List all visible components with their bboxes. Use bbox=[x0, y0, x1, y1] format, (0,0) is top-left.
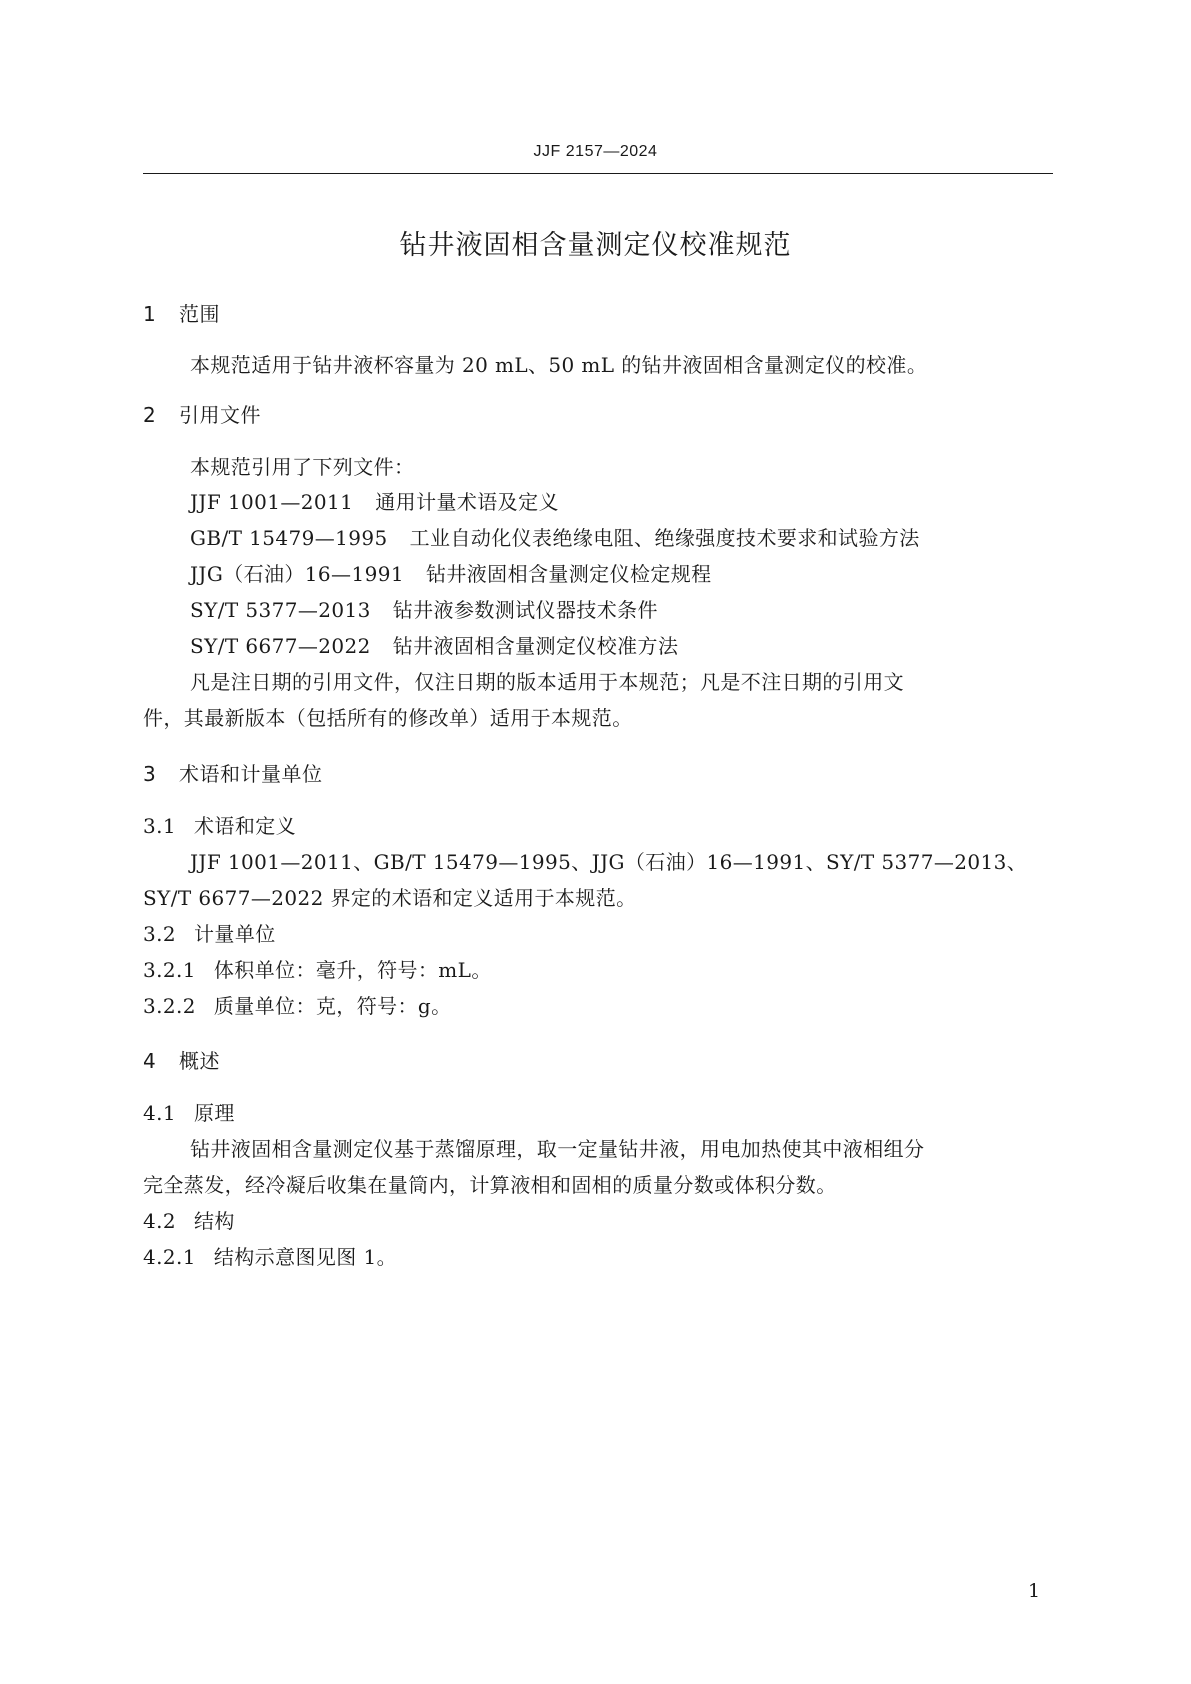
clause-number: 3.2.1 bbox=[143, 958, 196, 982]
subsection-3-2-heading bbox=[143, 922, 276, 946]
section-number: 3 bbox=[143, 762, 157, 786]
references-intro: 本规范引用了下列文件： bbox=[190, 455, 415, 479]
clause-text: 结构示意图见图 1。 bbox=[213, 1245, 397, 1269]
section-3-heading bbox=[143, 762, 323, 786]
reference-name: 钻井液参数测试仪器技术条件 bbox=[392, 598, 658, 622]
standard-code-header: JJF 2157—2024 bbox=[533, 143, 658, 160]
reference-name: 工业自动化仪表绝缘电阻、绝缘强度技术要求和试验方法 bbox=[409, 526, 920, 550]
reference-code: GB/T 15479—1995 bbox=[190, 526, 388, 550]
reference-item bbox=[190, 526, 920, 550]
section-number: 2 bbox=[143, 403, 157, 427]
references-note-line-1: 凡是注日期的引用文件，仅注日期的版本适用于本规范；凡是不注日期的引用文 bbox=[190, 670, 904, 694]
subsection-4-1-heading bbox=[143, 1101, 235, 1125]
reference-name: 钻井液固相含量测定仪检定规程 bbox=[425, 562, 712, 586]
section-title: 引用文件 bbox=[179, 403, 261, 427]
clause-4-2-1 bbox=[143, 1245, 397, 1269]
principle-paragraph-line-2: 完全蒸发，经冷凝后收集在量筒内，计算液相和固相的质量分数或体积分数。 bbox=[143, 1173, 837, 1197]
subsection-4-2-heading bbox=[143, 1209, 235, 1233]
section-number: 1 bbox=[143, 302, 157, 326]
references-note-line-2: 件，其最新版本（包括所有的修改单）适用于本规范。 bbox=[143, 706, 633, 730]
reference-name: 钻井液固相含量测定仪校准方法 bbox=[392, 634, 679, 658]
clause-text: 体积单位：毫升，符号：mL。 bbox=[213, 958, 492, 982]
subsection-number: 3.1 bbox=[143, 814, 177, 838]
terms-paragraph-line-1: JJF 1001—2011、GB/T 15479—1995、JJG（石油）16—1991、SY/T 5377—2013、 bbox=[190, 850, 1028, 874]
document-title: 钻井液固相含量测定仪校准规范 bbox=[399, 230, 792, 261]
section-title: 术语和计量单位 bbox=[179, 762, 323, 786]
reference-name: 通用计量术语及定义 bbox=[375, 490, 559, 514]
section-2-heading bbox=[143, 403, 261, 427]
section-1-heading bbox=[143, 302, 220, 326]
section-1-paragraph: 本规范适用于钻井液杯容量为 20 mL、50 mL 的钻井液固相含量测定仪的校准。 bbox=[190, 353, 928, 377]
clause-number: 4.2.1 bbox=[143, 1245, 196, 1269]
subsection-number: 4.2 bbox=[143, 1209, 177, 1233]
subsection-title: 计量单位 bbox=[194, 922, 276, 946]
section-4-heading bbox=[143, 1049, 220, 1073]
clause-text: 质量单位：克，符号：g。 bbox=[213, 994, 452, 1018]
reference-code: JJG（石油）16—1991 bbox=[190, 562, 404, 586]
subsection-number: 4.1 bbox=[143, 1101, 177, 1125]
clause-3-2-2 bbox=[143, 994, 452, 1018]
subsection-3-1-heading bbox=[143, 814, 296, 838]
clause-3-2-1 bbox=[143, 958, 492, 982]
header-rule bbox=[143, 173, 1053, 174]
subsection-title: 结构 bbox=[194, 1209, 235, 1233]
page-number: 1 bbox=[1028, 1580, 1041, 1602]
subsection-title: 术语和定义 bbox=[194, 814, 297, 838]
clause-number: 3.2.2 bbox=[143, 994, 196, 1018]
reference-code: SY/T 6677—2022 bbox=[190, 634, 371, 658]
reference-item bbox=[190, 562, 712, 586]
section-number: 4 bbox=[143, 1049, 157, 1073]
subsection-number: 3.2 bbox=[143, 922, 177, 946]
subsection-title: 原理 bbox=[194, 1101, 235, 1125]
section-title: 概述 bbox=[179, 1049, 220, 1073]
reference-code: JJF 1001—2011 bbox=[190, 490, 354, 514]
reference-code: SY/T 5377—2013 bbox=[190, 598, 371, 622]
principle-paragraph-line-1: 钻井液固相含量测定仪基于蒸馏原理，取一定量钻井液，用电加热使其中液相组分 bbox=[190, 1137, 925, 1161]
terms-paragraph-line-2: SY/T 6677—2022 界定的术语和定义适用于本规范。 bbox=[143, 886, 637, 910]
reference-item bbox=[190, 490, 559, 514]
reference-item bbox=[190, 634, 678, 658]
section-title: 范围 bbox=[179, 302, 220, 326]
reference-item bbox=[190, 598, 658, 622]
